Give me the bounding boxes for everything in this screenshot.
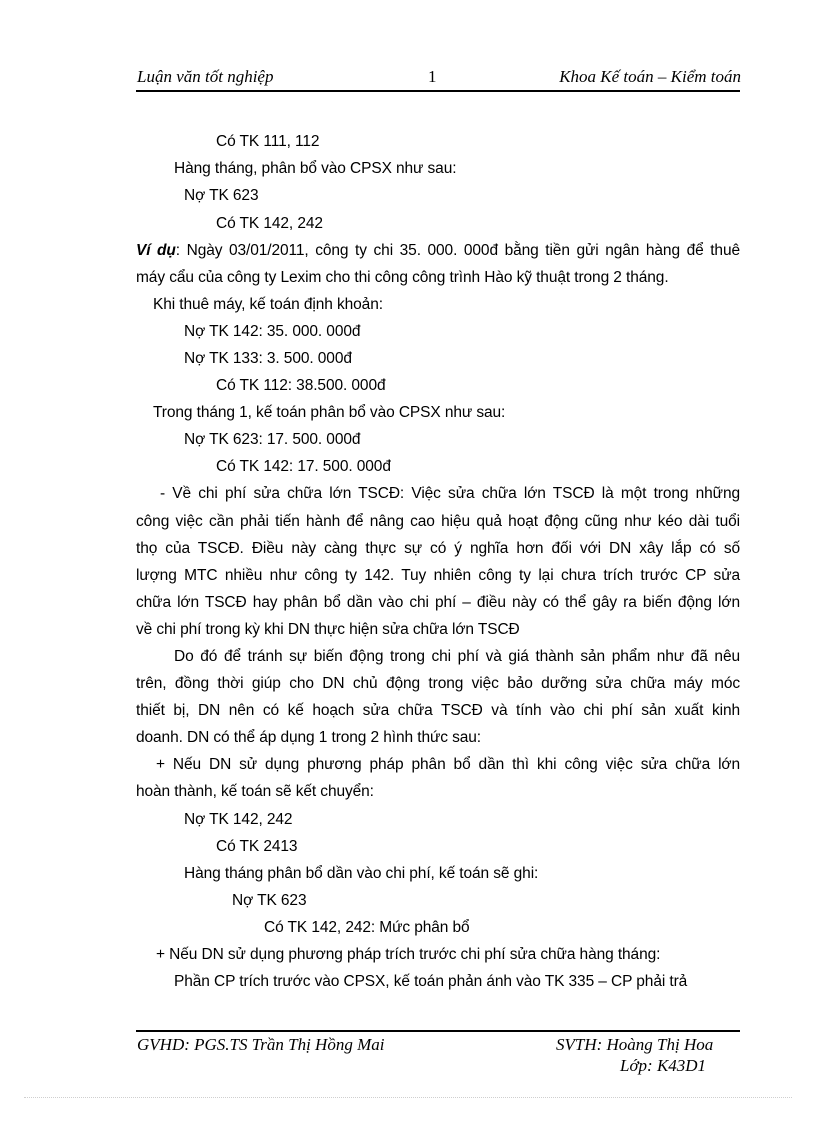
text-line: Nợ TK 142: 35. 000. 000đ [184, 323, 361, 340]
footer-student: SVTH: Hoàng Thị Hoa [556, 1035, 714, 1054]
text-line: Nợ TK 133: 3. 500. 000đ [184, 350, 352, 367]
example-text: : Ngày 03/01/2011, công ty chi 35. 000. 000đ bằng tiền gửi ngân hàng để thuê [175, 242, 740, 259]
text-line: Hàng tháng phân bổ dần vào chi phí, kế toán sẽ ghi: [184, 865, 539, 882]
text-line: hoàn thành, kế toán sẽ kết chuyển: [136, 783, 374, 800]
text-line: Có TK 2413 [216, 838, 298, 855]
text-line: Khi thuê máy, kế toán định khoản: [153, 296, 383, 313]
page-number: 1 [428, 67, 437, 86]
text-line: công việc cần phải tiến hành để nâng cao hiệu quả hoạt động cũng như kéo dài tuổi [136, 513, 740, 530]
footer-rule [136, 1030, 740, 1032]
example-label: Ví dụ [136, 242, 176, 259]
text-line: trên, đồng thời giúp cho DN chủ động trong việc bảo dưỡng sửa chữa máy móc [136, 675, 740, 692]
text-line: chữa lớn TSCĐ hay phân bổ dần vào chi phí – điều này có thể gây ra biến động lớn [136, 594, 740, 611]
footer-class: Lớp: K43D1 [620, 1056, 707, 1075]
header-thesis-title: Luận văn tốt nghiệp [137, 67, 274, 86]
text-line: Có TK 142: 17. 500. 000đ [216, 458, 391, 475]
text-line: Nợ TK 623 [232, 892, 307, 909]
text-line: Phần CP trích trước vào CPSX, kế toán phản ánh vào TK 335 – CP phải trả [174, 973, 688, 990]
text-line: Có TK 111, 112 [216, 133, 320, 150]
text-line: Trong tháng 1, kế toán phân bổ vào CPSX như sau: [153, 404, 506, 421]
footer-supervisor: GVHD: PGS.TS Trần Thị Hồng Mai [137, 1035, 385, 1054]
text-line: Có TK 142, 242: Mức phân bổ [264, 919, 470, 936]
text-line: Nợ TK 623: 17. 500. 000đ [184, 431, 361, 448]
text-line: Có TK 142, 242 [216, 215, 323, 232]
text-line: + Nếu DN sử dụng phương pháp trích trước chi phí sửa chữa hàng tháng: [156, 946, 661, 963]
text-line: Nợ TK 623 [184, 187, 259, 204]
text-line: Hàng tháng, phân bổ vào CPSX như sau: [174, 160, 457, 177]
page-edge-dots [24, 1097, 792, 1098]
text-line: Nợ TK 142, 242 [184, 811, 293, 828]
text-line: Có TK 112: 38.500. 000đ [216, 377, 386, 394]
text-line: về chi phí trong kỳ khi DN thực hiện sửa chữa lớn TSCĐ [136, 621, 520, 638]
example-line [136, 237, 740, 264]
text-line: lượng MTC nhiều như công ty 142. Tuy nhiên công ty lại chưa trích trước CP sửa [136, 567, 740, 584]
header-rule [136, 90, 740, 92]
text-line: doanh. DN có thể áp dụng 1 trong 2 hình thức sau: [136, 729, 481, 746]
text-line: thọ của TSCĐ. Điều này càng thực sự có ý nghĩa hơn đối với DN xây lắp có số [136, 540, 740, 557]
header-department: Khoa Kế toán – Kiểm toán [559, 67, 741, 86]
text-line: Do đó để tránh sự biến động trong chi phí và giá thành sản phẩm như đã nêu [174, 648, 740, 665]
text-line: máy cẩu của công ty Lexim cho thi công công trình Hào kỹ thuật trong 2 tháng. [136, 269, 669, 286]
text-line: thiết bị, DN nên có kế hoạch sửa chữa TSCĐ và tính vào chi phí sản xuất kinh [136, 702, 740, 719]
text-line: - Về chi phí sửa chữa lớn TSCĐ: Việc sửa chữa lớn TSCĐ là một trong những [160, 485, 740, 502]
text-line: + Nếu DN sử dụng phương pháp phân bổ dần thì khi công việc sửa chữa lớn [156, 756, 740, 773]
